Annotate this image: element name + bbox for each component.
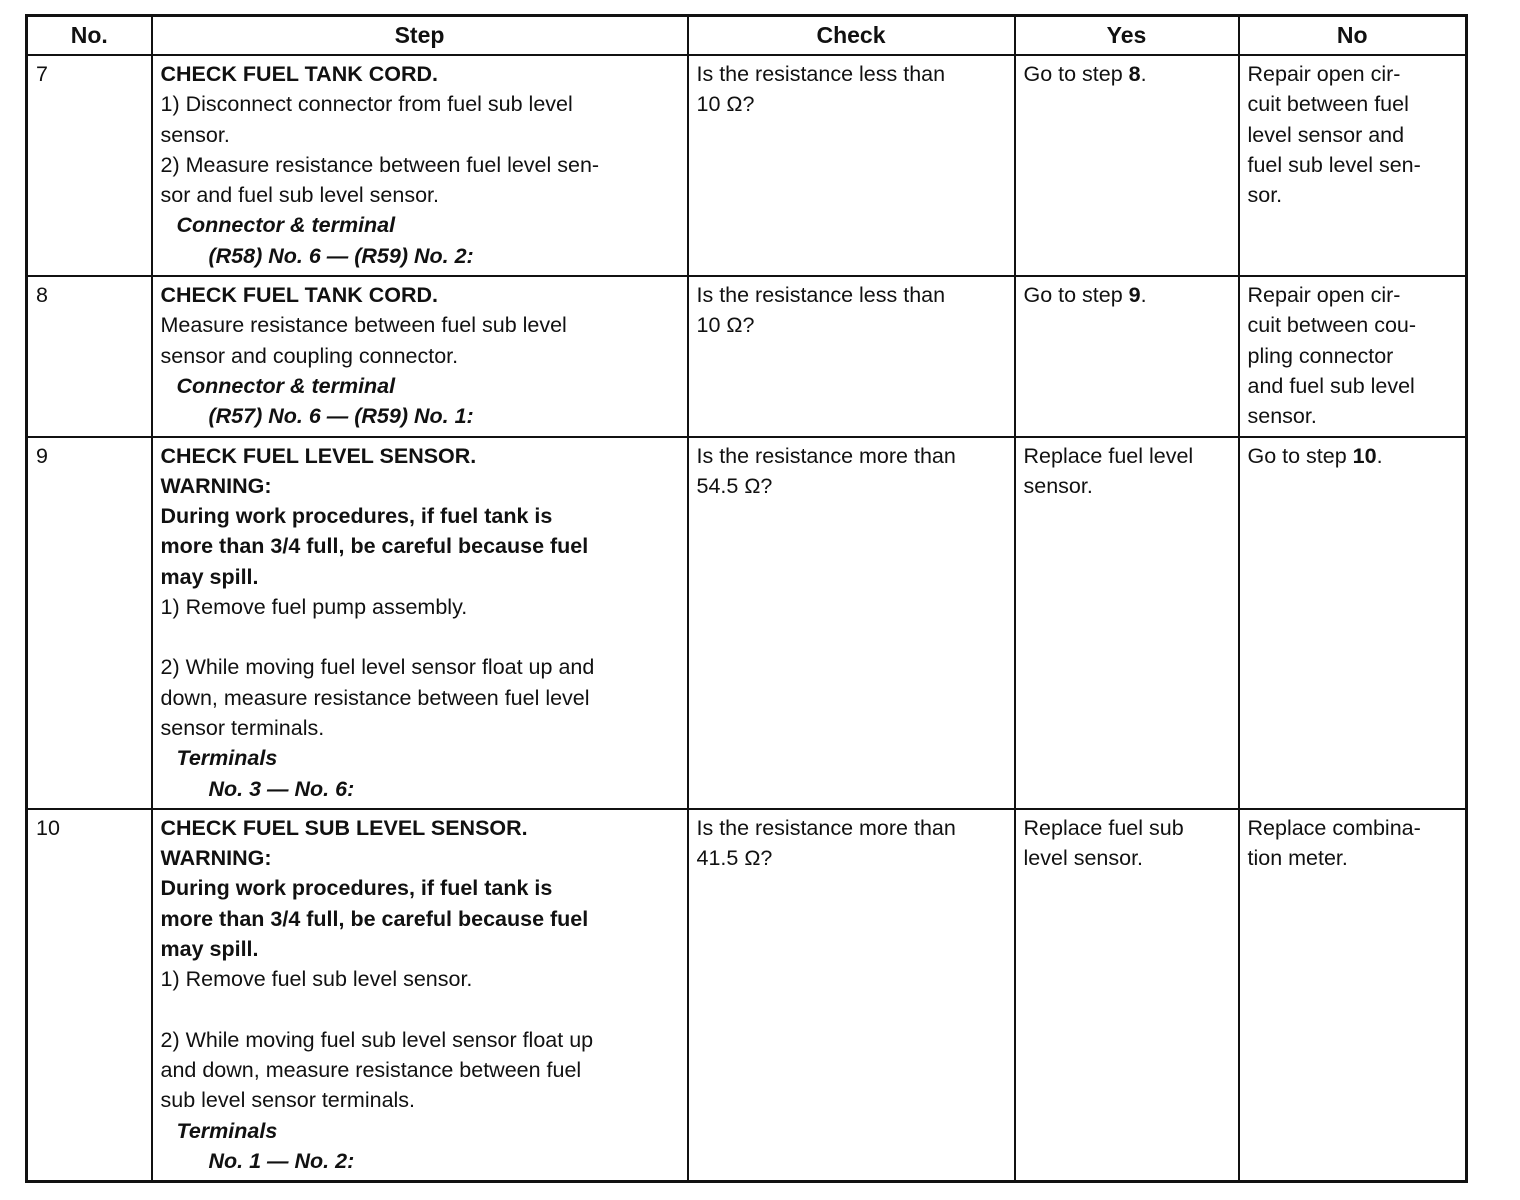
step-line: Measure resistance between fuel sub level bbox=[160, 313, 567, 338]
yes-suffix: . bbox=[1140, 62, 1147, 86]
check-line: Is the resistance more than bbox=[696, 443, 956, 468]
spec-label: Connector & terminal bbox=[176, 213, 396, 238]
spec-value: (R57) No. 6 — (R59) No. 1: bbox=[208, 404, 474, 429]
spec-value: No. 1 — No. 2: bbox=[208, 1148, 355, 1173]
yes-text: Go to step bbox=[1023, 62, 1129, 86]
no-line: Repair open cir- bbox=[1247, 283, 1401, 308]
spec-value: (R58) No. 6 — (R59) No. 2: bbox=[208, 243, 474, 268]
no-cell bbox=[1239, 55, 1467, 276]
yes-step-link: 8 bbox=[1128, 62, 1141, 86]
no-text: Go to step bbox=[1247, 443, 1353, 468]
step-line: sensor. bbox=[160, 122, 230, 147]
yes-line: sensor. bbox=[1023, 473, 1093, 498]
yes-line: level sensor. bbox=[1023, 846, 1144, 871]
yes-cell bbox=[1015, 437, 1239, 809]
no-cell bbox=[1239, 437, 1467, 809]
check-line: 54.5 Ω? bbox=[696, 473, 773, 498]
no-cell bbox=[1239, 276, 1467, 436]
yes-cell bbox=[1015, 276, 1239, 436]
warning-label: WARNING: bbox=[160, 473, 272, 498]
header-check: Check bbox=[688, 16, 1015, 56]
procedure-line: sensor terminals. bbox=[160, 715, 325, 740]
check-line: Is the resistance more than bbox=[696, 815, 956, 840]
no-line: tion meter. bbox=[1247, 846, 1348, 871]
no-line: Repair open cir- bbox=[1247, 62, 1401, 86]
no-line: cuit between fuel bbox=[1247, 92, 1409, 117]
no-line: sor. bbox=[1247, 183, 1283, 208]
check-line: 10 Ω? bbox=[696, 313, 755, 338]
warning-line: more than 3/4 full, be careful because fuel bbox=[160, 534, 589, 559]
no-line: Replace combina- bbox=[1247, 815, 1421, 840]
table-row bbox=[27, 55, 1467, 276]
procedure-line: down, measure resistance between fuel level bbox=[160, 685, 590, 710]
step-cell bbox=[152, 276, 688, 436]
no-cell bbox=[1239, 809, 1467, 1182]
no-line: fuel sub level sen- bbox=[1247, 152, 1421, 177]
no-suffix: . bbox=[1376, 443, 1383, 468]
spec-label: Connector & terminal bbox=[176, 373, 396, 398]
no-line: pling connector bbox=[1247, 343, 1394, 368]
table-row bbox=[27, 809, 1467, 1182]
yes-cell bbox=[1015, 809, 1239, 1182]
step-cell bbox=[152, 437, 688, 809]
warning-line: may spill. bbox=[160, 937, 259, 962]
step-line: sor and fuel sub level sensor. bbox=[160, 183, 439, 208]
table-header bbox=[27, 16, 1467, 56]
yes-suffix: . bbox=[1140, 283, 1147, 308]
no-step-link: 10 bbox=[1352, 443, 1377, 468]
check-cell bbox=[688, 437, 1015, 809]
step-title: CHECK FUEL LEVEL SENSOR. bbox=[160, 443, 477, 468]
step-title: CHECK FUEL TANK CORD. bbox=[160, 62, 439, 86]
check-line: 41.5 Ω? bbox=[696, 846, 773, 871]
step-number: 9 bbox=[27, 437, 152, 809]
header-row bbox=[27, 16, 1467, 56]
step-number: 8 bbox=[27, 276, 152, 436]
no-line: cuit between cou- bbox=[1247, 313, 1417, 338]
check-line: Is the resistance less than bbox=[696, 62, 946, 86]
yes-line: Replace fuel sub bbox=[1023, 815, 1184, 840]
no-line: and fuel sub level bbox=[1247, 373, 1415, 398]
spacer bbox=[161, 622, 680, 652]
step-cell bbox=[152, 55, 688, 276]
procedure-line: and down, measure resistance between fuel bbox=[160, 1057, 582, 1082]
step-cell bbox=[152, 809, 688, 1182]
check-line: 10 Ω? bbox=[696, 92, 755, 117]
header-no-result: No bbox=[1239, 16, 1467, 56]
header-yes: Yes bbox=[1015, 16, 1239, 56]
header-step: Step bbox=[152, 16, 688, 56]
check-cell bbox=[688, 276, 1015, 436]
no-line: level sensor and bbox=[1247, 122, 1405, 147]
procedure-line: 2) While moving fuel sub level sensor float up bbox=[160, 1027, 594, 1052]
table-row bbox=[27, 276, 1467, 436]
procedure-line: 2) While moving fuel level sensor float up and bbox=[160, 655, 595, 680]
step-line: 2) Measure resistance between fuel level sen- bbox=[160, 152, 600, 177]
yes-line: Replace fuel level bbox=[1023, 443, 1194, 468]
procedure-line: sub level sensor terminals. bbox=[160, 1088, 416, 1113]
header-no: No. bbox=[27, 16, 152, 56]
procedure-line: 1) Remove fuel sub level sensor. bbox=[160, 967, 473, 992]
step-title: CHECK FUEL TANK CORD. bbox=[160, 283, 439, 308]
step-line: 1) Disconnect connector from fuel sub level bbox=[160, 92, 573, 117]
step-number: 7 bbox=[27, 55, 152, 276]
warning-label: WARNING: bbox=[160, 846, 272, 871]
check-cell bbox=[688, 55, 1015, 276]
warning-line: may spill. bbox=[160, 564, 259, 589]
table-row bbox=[27, 437, 1467, 809]
yes-cell bbox=[1015, 55, 1239, 276]
check-line: Is the resistance less than bbox=[696, 283, 946, 308]
spec-label: Terminals bbox=[176, 1118, 278, 1143]
spec-value: No. 3 — No. 6: bbox=[208, 776, 355, 801]
yes-text: Go to step bbox=[1023, 283, 1129, 308]
step-number: 10 bbox=[27, 809, 152, 1182]
check-cell bbox=[688, 809, 1015, 1182]
step-line: sensor and coupling connector. bbox=[160, 343, 459, 368]
diagnostic-table bbox=[25, 14, 1468, 1183]
procedure-line: 1) Remove fuel pump assembly. bbox=[160, 595, 468, 620]
no-line: sensor. bbox=[1247, 404, 1317, 429]
step-title: CHECK FUEL SUB LEVEL SENSOR. bbox=[160, 815, 528, 840]
spec-label: Terminals bbox=[176, 746, 278, 771]
warning-line: more than 3/4 full, be careful because fuel bbox=[160, 906, 589, 931]
warning-line: During work procedures, if fuel tank is bbox=[160, 504, 553, 529]
yes-step-link: 9 bbox=[1128, 283, 1141, 308]
warning-line: During work procedures, if fuel tank is bbox=[160, 876, 553, 901]
spacer bbox=[161, 995, 680, 1025]
